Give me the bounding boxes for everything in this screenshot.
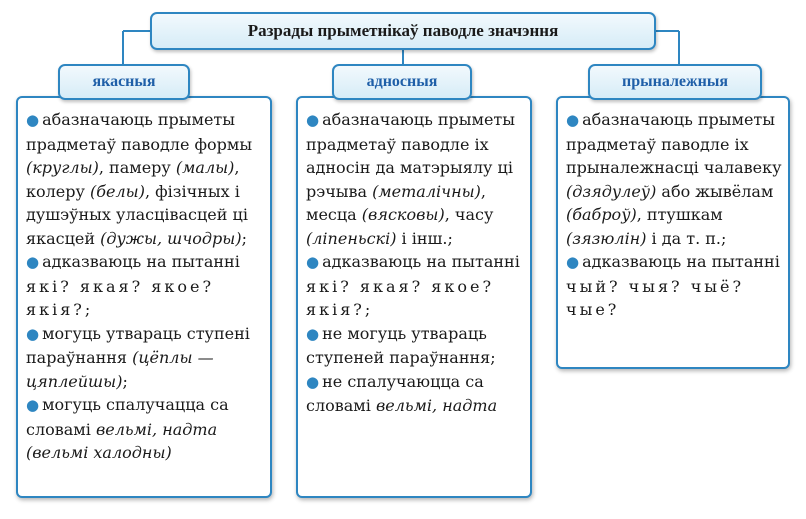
list-item: [306, 250, 524, 322]
item-text: абазначаюць прыметы прадметаў паводле іх прыналежнасці чалавеку: [566, 110, 782, 177]
bullet-icon: ●: [26, 111, 40, 129]
item-text: ;: [122, 371, 128, 391]
example-text: (малы): [175, 158, 235, 177]
item-text: , часу: [444, 205, 494, 224]
item-text: , фізічных і душэўных уласцівасцей ці якасцей: [26, 181, 248, 248]
item-text: , памеру: [98, 158, 176, 177]
example-text: вельмі, надта: [375, 396, 498, 415]
bullet-icon: ●: [26, 253, 40, 271]
bullet-icon: ●: [306, 372, 320, 391]
item-text: ;: [241, 228, 247, 248]
item-text: не спалучаюцца са словамі: [306, 371, 484, 415]
example-text: (дзядулеў): [566, 181, 657, 201]
example-text: (зязюлін): [566, 228, 647, 248]
example-text: (ліпеньскі): [306, 228, 397, 248]
item-text: , птушкам: [636, 205, 723, 224]
item-text: не могуць утвараць ступеней параўнання;: [306, 323, 496, 367]
item-text: абазначаюць прыметы прадметаў паводле формы: [26, 110, 253, 154]
example-text: (белы): [90, 181, 145, 201]
item-text: могуць утвараць ступені параўнання: [26, 323, 250, 367]
question-words: які? якая? якое? якія?: [26, 276, 215, 319]
item-text: адказваюць на пытанні: [322, 252, 520, 271]
bullet-icon: ●: [26, 324, 40, 343]
example-text: (дужы, шчодры): [100, 228, 242, 248]
item-text: , колеру: [26, 158, 240, 201]
example-text: вельмі, надта (вельмі халодны): [26, 419, 218, 462]
example-text: (круглы): [26, 158, 99, 177]
category-possessive-box: [556, 96, 790, 369]
item-text: ;: [364, 300, 371, 319]
category-qualitative-header: якасныя: [58, 64, 190, 100]
item-text: або жывёлам: [656, 181, 774, 201]
bullet-icon: ●: [306, 324, 320, 343]
list-item: [26, 322, 264, 394]
question-words: чый? чыя? чыё? чые?: [566, 276, 745, 319]
item-text: адказваюць на пытанні: [582, 252, 780, 271]
item-text: могуць спалучацца са словамі: [26, 395, 229, 439]
example-text: (цёплы — цяплейшы): [26, 348, 214, 391]
bullet-icon: ●: [306, 111, 320, 129]
list-item: [306, 108, 524, 250]
list-item: [566, 108, 782, 250]
item-text: і да т. п.;: [646, 228, 727, 248]
bullet-icon: ●: [566, 111, 580, 129]
example-text: (вясковы): [361, 205, 445, 224]
diagram-title: Разрады прыметнікаў паводле значэння: [150, 12, 656, 50]
item-text: абазначаюць прыметы прадметаў паводле іх адносін да матэрыялу ці рэчыва: [306, 110, 516, 201]
bullet-icon: ●: [566, 253, 580, 271]
list-item: [26, 108, 264, 250]
list-item: [306, 322, 524, 370]
example-text: (металічны): [372, 181, 481, 201]
list-item: [26, 250, 264, 322]
category-relative-box: [296, 96, 532, 498]
category-possessive-header: прыналежныя: [588, 64, 762, 100]
question-words: які? якая? якое? якія?: [306, 276, 495, 319]
bullet-icon: ●: [26, 396, 40, 414]
list-item: [26, 393, 264, 465]
example-text: (баброў): [566, 205, 637, 224]
list-item: [306, 370, 524, 418]
category-qualitative-box: [16, 96, 272, 498]
bullet-icon: ●: [306, 253, 320, 271]
category-relative-header: адносныя: [332, 64, 472, 100]
item-text: ;: [84, 300, 91, 319]
item-text: і інш.;: [396, 228, 453, 248]
item-text: , месца: [306, 181, 487, 224]
item-text: адказваюць на пытанні: [42, 252, 240, 271]
list-item: [566, 250, 782, 322]
